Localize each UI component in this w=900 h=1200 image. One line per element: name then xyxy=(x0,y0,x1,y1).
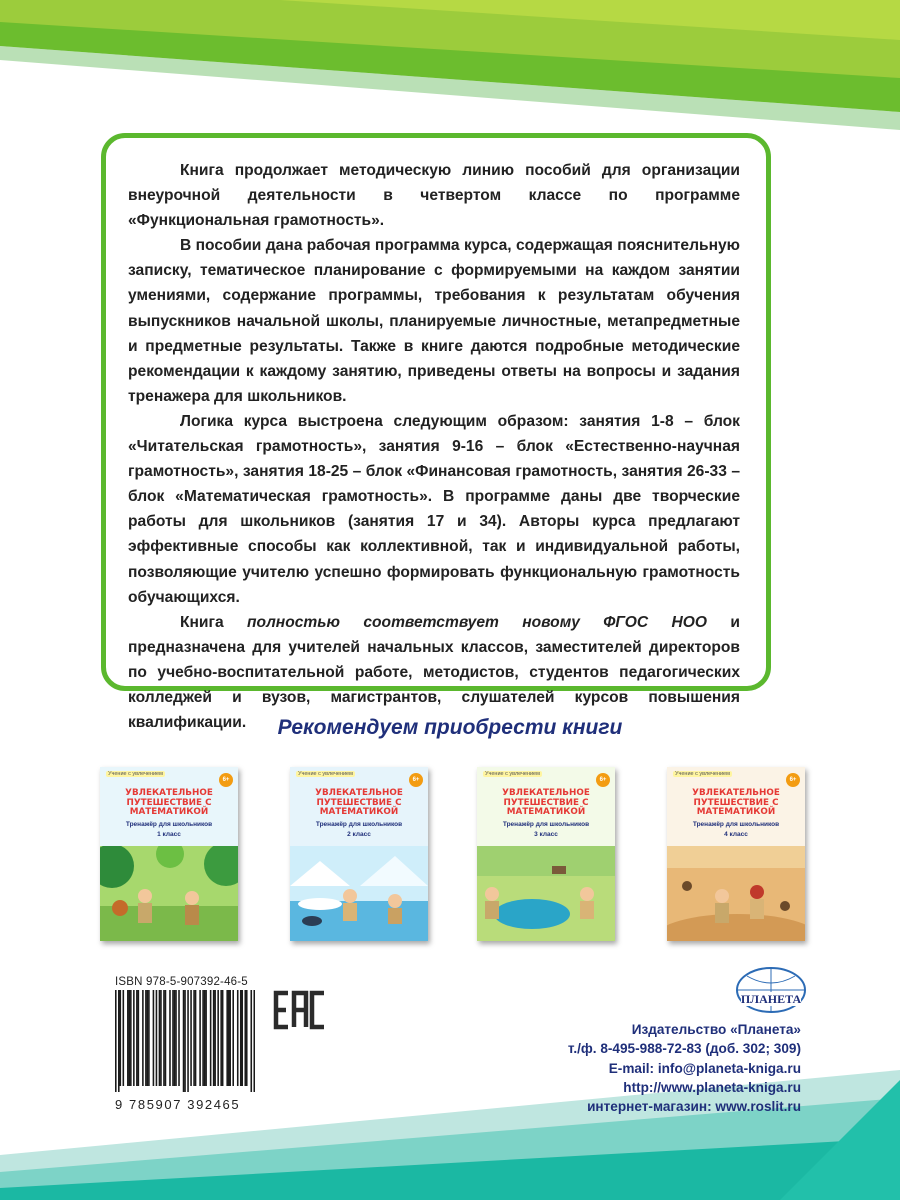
barcode-bar xyxy=(190,990,192,1086)
book-title: УВЛЕКАТЕЛЬНОЕ ПУТЕШЕСТВИЕ С МАТЕМАТИКОЙ xyxy=(315,788,403,817)
barcode-bar xyxy=(246,990,248,1086)
publisher-logo-text: ПЛАНЕТА xyxy=(740,992,802,1006)
book-series-label: Учение с увлечением xyxy=(675,771,730,777)
publisher-phone: т./ф. 8-495-988-72-83 (доб. 302; 309) xyxy=(567,1041,801,1057)
barcode-bar xyxy=(169,990,171,1086)
barcode-bar xyxy=(172,990,174,1086)
book-grade: 1 класс xyxy=(157,831,181,838)
barcode-bar xyxy=(202,990,204,1086)
description-paragraph: Логика курса выстроена следующим образом: занятия 1-8 – блок «Читательская грамотность», занятия 9-16 – блок «Естественно-научная грамотность», занятия 18-25 – блок «Финансовая грамотность, занятия 26-33 – блок «Математическая грамотность». В программе даны две творческие работы для школьников (занятия 17 и 34). Авторы курса предлагают эффективные способы как коллективной, так и индивидуальной работы, позволяющие учителю успешно формировать функциональную грамотность обучающихся. xyxy=(128,412,740,606)
isbn-label: ISBN 978-5-907392-46-5 xyxy=(115,976,248,988)
barcode-bar xyxy=(214,990,216,1086)
recommend-heading: Рекомендуем приобрести книги xyxy=(277,716,623,739)
barcode-bar xyxy=(160,990,162,1086)
book-subtitle: Тренажёр для школьников xyxy=(315,821,403,828)
barcode-bar xyxy=(184,990,186,1092)
publisher-info xyxy=(568,1020,801,1116)
barcode-bar xyxy=(217,990,219,1086)
barcode-bar xyxy=(147,990,149,1086)
barcode-block xyxy=(115,976,260,1112)
barcode-bar xyxy=(127,990,129,1086)
barcode-bar xyxy=(118,990,120,1092)
barcode-bar xyxy=(136,990,138,1086)
barcode-bar xyxy=(250,990,252,1092)
book-cover-grade-2[interactable] xyxy=(290,767,428,941)
barcode-bar xyxy=(159,990,161,1086)
barcode-bar xyxy=(163,990,165,1086)
publisher-email[interactable]: E-mail: info@planeta-kniga.ru xyxy=(608,1060,801,1076)
book-grade: 4 класс xyxy=(724,831,748,838)
barcode-bar xyxy=(156,990,158,1086)
book-series-label: Учение с увлечением xyxy=(108,771,163,777)
publisher-website[interactable]: http://www.planeta-kniga.ru xyxy=(623,1079,801,1095)
final-text-start: Книга xyxy=(180,613,248,631)
barcode-bar xyxy=(175,990,177,1086)
arctic-illustration xyxy=(290,846,428,941)
book-title: УВЛЕКАТЕЛЬНОЕ ПУТЕШЕСТВИЕ С МАТЕМАТИКОЙ xyxy=(692,788,780,817)
age-badge: 6+ xyxy=(409,773,423,787)
book-grade: 3 класс xyxy=(534,831,558,838)
book-subtitle: Тренажёр для школьников xyxy=(125,821,213,828)
publisher-name: Издательство «Планета» xyxy=(631,1022,801,1037)
description-paragraph: В пособии дана рабочая программа курса, содержащая пояснительную записку, тематическое планирование с формируемыми на каждом занятии умениями, содержание программы, требования к результатам обучения выпускников начальной школы, планируемые личностные, метапредметные и предметные результаты. Также в книге даются подробные методические рекомендации к каждому занятию, приведены ответы на вопросы и задания тренажера для школьников. xyxy=(128,237,740,405)
book-series-label: Учение с увлечением xyxy=(485,771,540,777)
barcode-bar xyxy=(165,990,167,1086)
barcode-bar xyxy=(229,990,231,1086)
book-cover-grade-1[interactable] xyxy=(100,767,238,941)
age-badge: 6+ xyxy=(786,773,800,787)
barcode-bar xyxy=(138,990,140,1086)
savanna-illustration xyxy=(477,846,615,941)
barcode-bar xyxy=(241,990,243,1086)
barcode-bar xyxy=(237,990,239,1086)
book-cover-grade-4[interactable] xyxy=(667,767,805,941)
barcode-bar xyxy=(142,990,144,1086)
barcode-bar xyxy=(130,990,132,1086)
barcode-bar xyxy=(222,990,224,1086)
age-badge: 6+ xyxy=(596,773,610,787)
barcode-bar xyxy=(226,990,228,1086)
book-subtitle: Тренажёр для школьников xyxy=(692,821,780,828)
barcode-bar xyxy=(145,990,147,1086)
desert-illustration xyxy=(667,846,805,941)
barcode-bar xyxy=(129,990,131,1086)
book-title: УВЛЕКАТЕЛЬНОЕ ПУТЕШЕСТВИЕ С МАТЕМАТИКОЙ xyxy=(502,788,590,817)
barcode-digits: 9 785907 392465 xyxy=(115,1097,241,1112)
barcode-bar xyxy=(210,990,212,1086)
book-grade: 2 класс xyxy=(347,831,371,838)
publisher-logo xyxy=(733,966,809,1018)
barcode-bar xyxy=(213,990,215,1086)
barcode-bar xyxy=(120,990,122,1086)
book-title: УВЛЕКАТЕЛЬНОЕ ПУТЕШЕСТВИЕ С МАТЕМАТИКОЙ xyxy=(125,788,213,817)
barcode-bar xyxy=(195,990,197,1086)
barcode-bar xyxy=(228,990,230,1086)
book-cover-grade-3[interactable] xyxy=(477,767,615,941)
barcode xyxy=(115,988,255,1092)
barcode-bar xyxy=(199,990,201,1086)
publisher-shop[interactable]: интернет-магазин: www.roslit.ru xyxy=(587,1099,801,1115)
barcode-bar xyxy=(183,990,185,1092)
eac-certification-mark xyxy=(272,990,328,1030)
book-subtitle: Тренажёр для школьников xyxy=(502,821,590,828)
barcode-bar xyxy=(133,990,135,1086)
barcode-bar xyxy=(220,990,222,1086)
top-decoration xyxy=(0,0,900,130)
barcode-bar xyxy=(115,990,117,1092)
barcode-bar xyxy=(240,990,242,1086)
barcode-bar xyxy=(178,990,180,1086)
barcode-bar xyxy=(123,990,125,1086)
description-paragraph: Книга продолжает методическую линию пособий для организации внеурочной деятельности в четвертом классе по программе «Функциональная грамотность». xyxy=(128,162,740,230)
barcode-bar xyxy=(193,990,195,1086)
barcode-bar xyxy=(148,990,150,1086)
barcode-bar xyxy=(244,990,246,1086)
final-text-end: и предназначена для учителей начальных классов, заместителей директоров по учебно-воспитательной работе, методистов, студентов педагогических колледжей и вузов, магистрантов, слушателей курсов повышения квалификации. xyxy=(128,613,740,732)
barcode-bar xyxy=(204,990,206,1086)
jungle-illustration xyxy=(100,846,238,941)
barcode-bar xyxy=(205,990,207,1086)
age-badge: 6+ xyxy=(219,773,233,787)
book-series-label: Учение с увлечением xyxy=(298,771,353,777)
fgos-emphasis: полностью соответствует новому ФГОС НОО xyxy=(247,613,708,631)
barcode-bar xyxy=(253,990,255,1092)
barcode-bar xyxy=(174,990,176,1086)
barcode-bar xyxy=(187,990,189,1092)
barcode-bar xyxy=(153,990,155,1086)
barcode-bar xyxy=(232,990,234,1086)
